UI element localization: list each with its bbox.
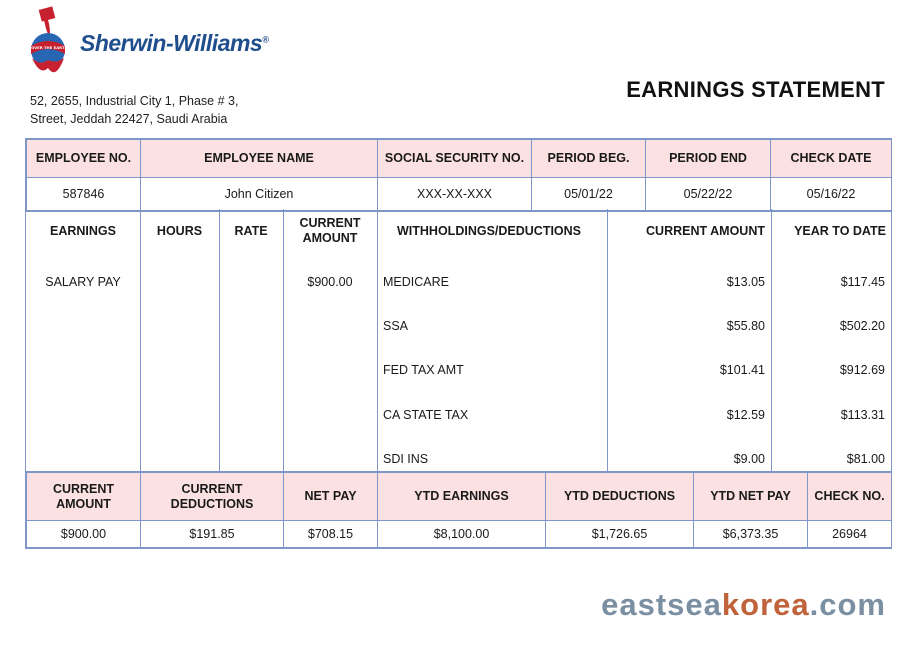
- sum-check-no: 26964: [808, 521, 892, 548]
- deduction-label: SSA: [383, 319, 409, 333]
- company-logo: [26, 6, 70, 86]
- address-line1: 52, 2655, Industrial City 1, Phase # 3,: [30, 94, 239, 108]
- header-withholdings: WITHHOLDINGS/DEDUCTIONS: [397, 224, 582, 238]
- earnings-deductions-section: [25, 209, 892, 472]
- header-earnings: EARNINGS: [50, 224, 116, 238]
- column-divider: [771, 209, 772, 471]
- header-period-end: PERIOD END: [646, 140, 771, 178]
- deduction-label: SDI INS: [383, 452, 429, 466]
- header-check-no: CHECK NO.: [808, 473, 892, 521]
- header-current-amount: CURRENT AMOUNT: [299, 216, 361, 245]
- employee-ssn: XXX-XX-XXX: [378, 178, 532, 211]
- header-check-date: CHECK DATE: [771, 140, 892, 178]
- deduction-ytd: $502.20: [839, 319, 885, 333]
- deduction-ytd: $117.45: [840, 275, 885, 289]
- deduction-ytd: $113.31: [840, 408, 885, 422]
- deduction-current: $13.05: [726, 275, 765, 289]
- deduction-label: FED TAX AMT: [383, 363, 464, 377]
- employee-name: John Citizen: [141, 178, 378, 211]
- deduction-label: CA STATE TAX: [383, 408, 469, 422]
- sum-ytd-earnings: $8,100.00: [378, 521, 546, 548]
- header-hours: HOURS: [156, 224, 203, 238]
- watermark: eastseakorea.com: [601, 587, 886, 622]
- deduction-ytd: $81.00: [846, 452, 885, 466]
- header-sum-current-deductions: CURRENT DEDUCTIONS: [141, 473, 284, 521]
- sum-current-deductions: $191.85: [141, 521, 284, 548]
- header-ssn: SOCIAL SECURITY NO.: [378, 140, 532, 178]
- header-ytd-earnings: YTD EARNINGS: [378, 473, 546, 521]
- column-divider: [140, 209, 141, 471]
- header-w-current-amount: CURRENT AMOUNT: [646, 224, 765, 238]
- company-address: [30, 92, 238, 128]
- sum-ytd-deductions: $1,726.65: [546, 521, 694, 548]
- check-date: 05/16/22: [771, 178, 892, 211]
- header-ytd-deductions: YTD DEDUCTIONS: [546, 473, 694, 521]
- column-divider: [219, 209, 220, 471]
- header-net-pay: NET PAY: [284, 473, 378, 521]
- sum-ytd-net-pay: $6,373.35: [694, 521, 808, 548]
- header-employee-no: EMPLOYEE NO.: [27, 140, 141, 178]
- deduction-current: $101.41: [719, 363, 765, 377]
- earnings-label: SALARY PAY: [45, 275, 121, 289]
- statement-title: EARNINGS STATEMENT: [626, 77, 885, 102]
- summary-table: [25, 471, 892, 549]
- employee-info-table: [25, 138, 892, 212]
- column-divider: [607, 209, 608, 471]
- header-ytd-net-pay: YTD NET PAY: [694, 473, 808, 521]
- period-beg: 05/01/22: [532, 178, 646, 211]
- sum-current-amount: $900.00: [27, 521, 141, 548]
- address-line2: Street, Jeddah 22427, Saudi Arabia: [30, 112, 228, 126]
- header-sum-current-amount: CURRENT AMOUNT: [27, 473, 141, 521]
- earnings-current-amount: $900.00: [307, 275, 353, 289]
- header-period-beg: PERIOD BEG.: [532, 140, 646, 178]
- company-name: Sherwin-Williams®: [80, 30, 269, 56]
- header-employee-name: EMPLOYEE NAME: [141, 140, 378, 178]
- deduction-current: $55.80: [726, 319, 765, 333]
- logo-text: COVER THE EARTH: [28, 45, 68, 50]
- deduction-current: $12.59: [726, 408, 765, 422]
- header-year-to-date: YEAR TO DATE: [794, 224, 886, 238]
- period-end: 05/22/22: [646, 178, 771, 211]
- employee-no: 587846: [27, 178, 141, 211]
- deduction-label: MEDICARE: [383, 275, 449, 289]
- deduction-ytd: $912.69: [839, 363, 885, 377]
- column-divider: [283, 209, 284, 471]
- column-divider: [377, 209, 378, 471]
- header-rate: RATE: [234, 224, 268, 238]
- sum-net-pay: $708.15: [284, 521, 378, 548]
- deduction-current: $9.00: [733, 452, 765, 466]
